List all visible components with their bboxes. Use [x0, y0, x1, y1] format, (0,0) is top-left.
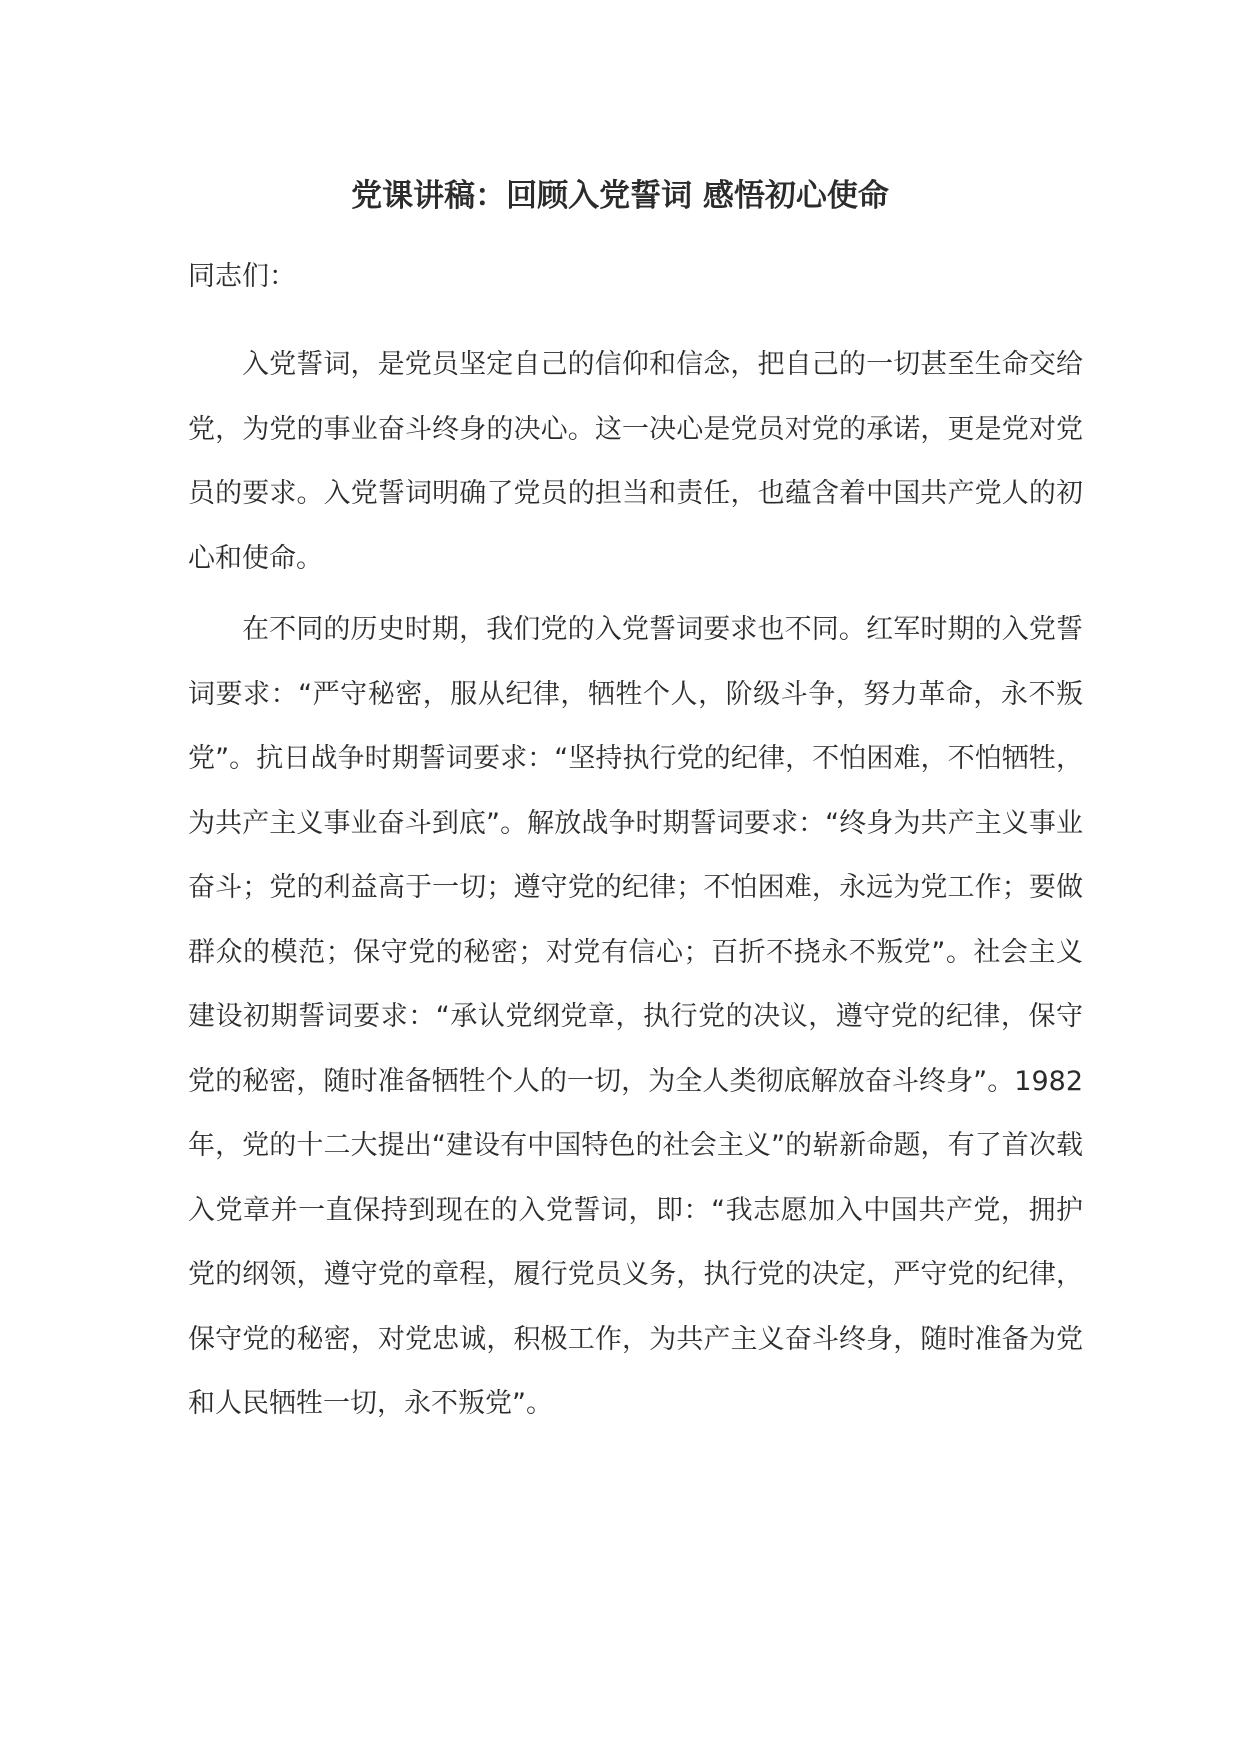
greeting-line: 同志们： [188, 261, 296, 292]
document-title: 党课讲稿：回顾入党誓词 感悟初心使命 [351, 178, 889, 214]
paragraph-1: 入党誓词，是党员坚定自己的信仰和信念，把自己的一切甚至生命交给党，为党的事业奋斗终身的决心。这一决心是党员对党的承诺，更是党对党员的要求。入党誓词明确了党员的担当和责任，也蕴含着中国共产党人的初心和使命。 [188, 349, 1083, 574]
paragraph-2: 在不同的历史时期，我们党的入党誓词要求也不同。红军时期的入党誓词要求：“严守秘密，服从纪律，牺牲个人，阶级斗争，努力革命，永不叛党”。抗日战争时期誓词要求：“坚持执行党的纪律，不怕困难，不怕牺牲，为共产主义事业奋斗到底”。解放战争时期誓词要求：“终身为共产主义事业奋斗；党的利益高于一切；遵守党的纪律；不怕困难，永远为党工作；要做群众的模范；保守党的秘密；对党有信心；百折不挠永不叛党”。社会主义建设初期誓词要求：“承认党纲党章，执行党的决议，遵守党的纪律，保守党的秘密，随时准备牺牲个人的一切，为全人类彻底解放奋斗终身”。1982 年，党的十二大提出“建设有中国特色的社会主义”的崭新命题，有了首次载入党章并一直保持到现在的入党誓词，即：“我志愿加入中国共产党，拥护党的纲领，遵守党的章程，履行党员义务，执行党的决定，严守党的纪律，保守党的秘密，对党忠诚，积极工作，为共产主义奋斗终身，随时准备为党和人民牺牲一切，永不叛党”。 [188, 614, 1083, 1419]
